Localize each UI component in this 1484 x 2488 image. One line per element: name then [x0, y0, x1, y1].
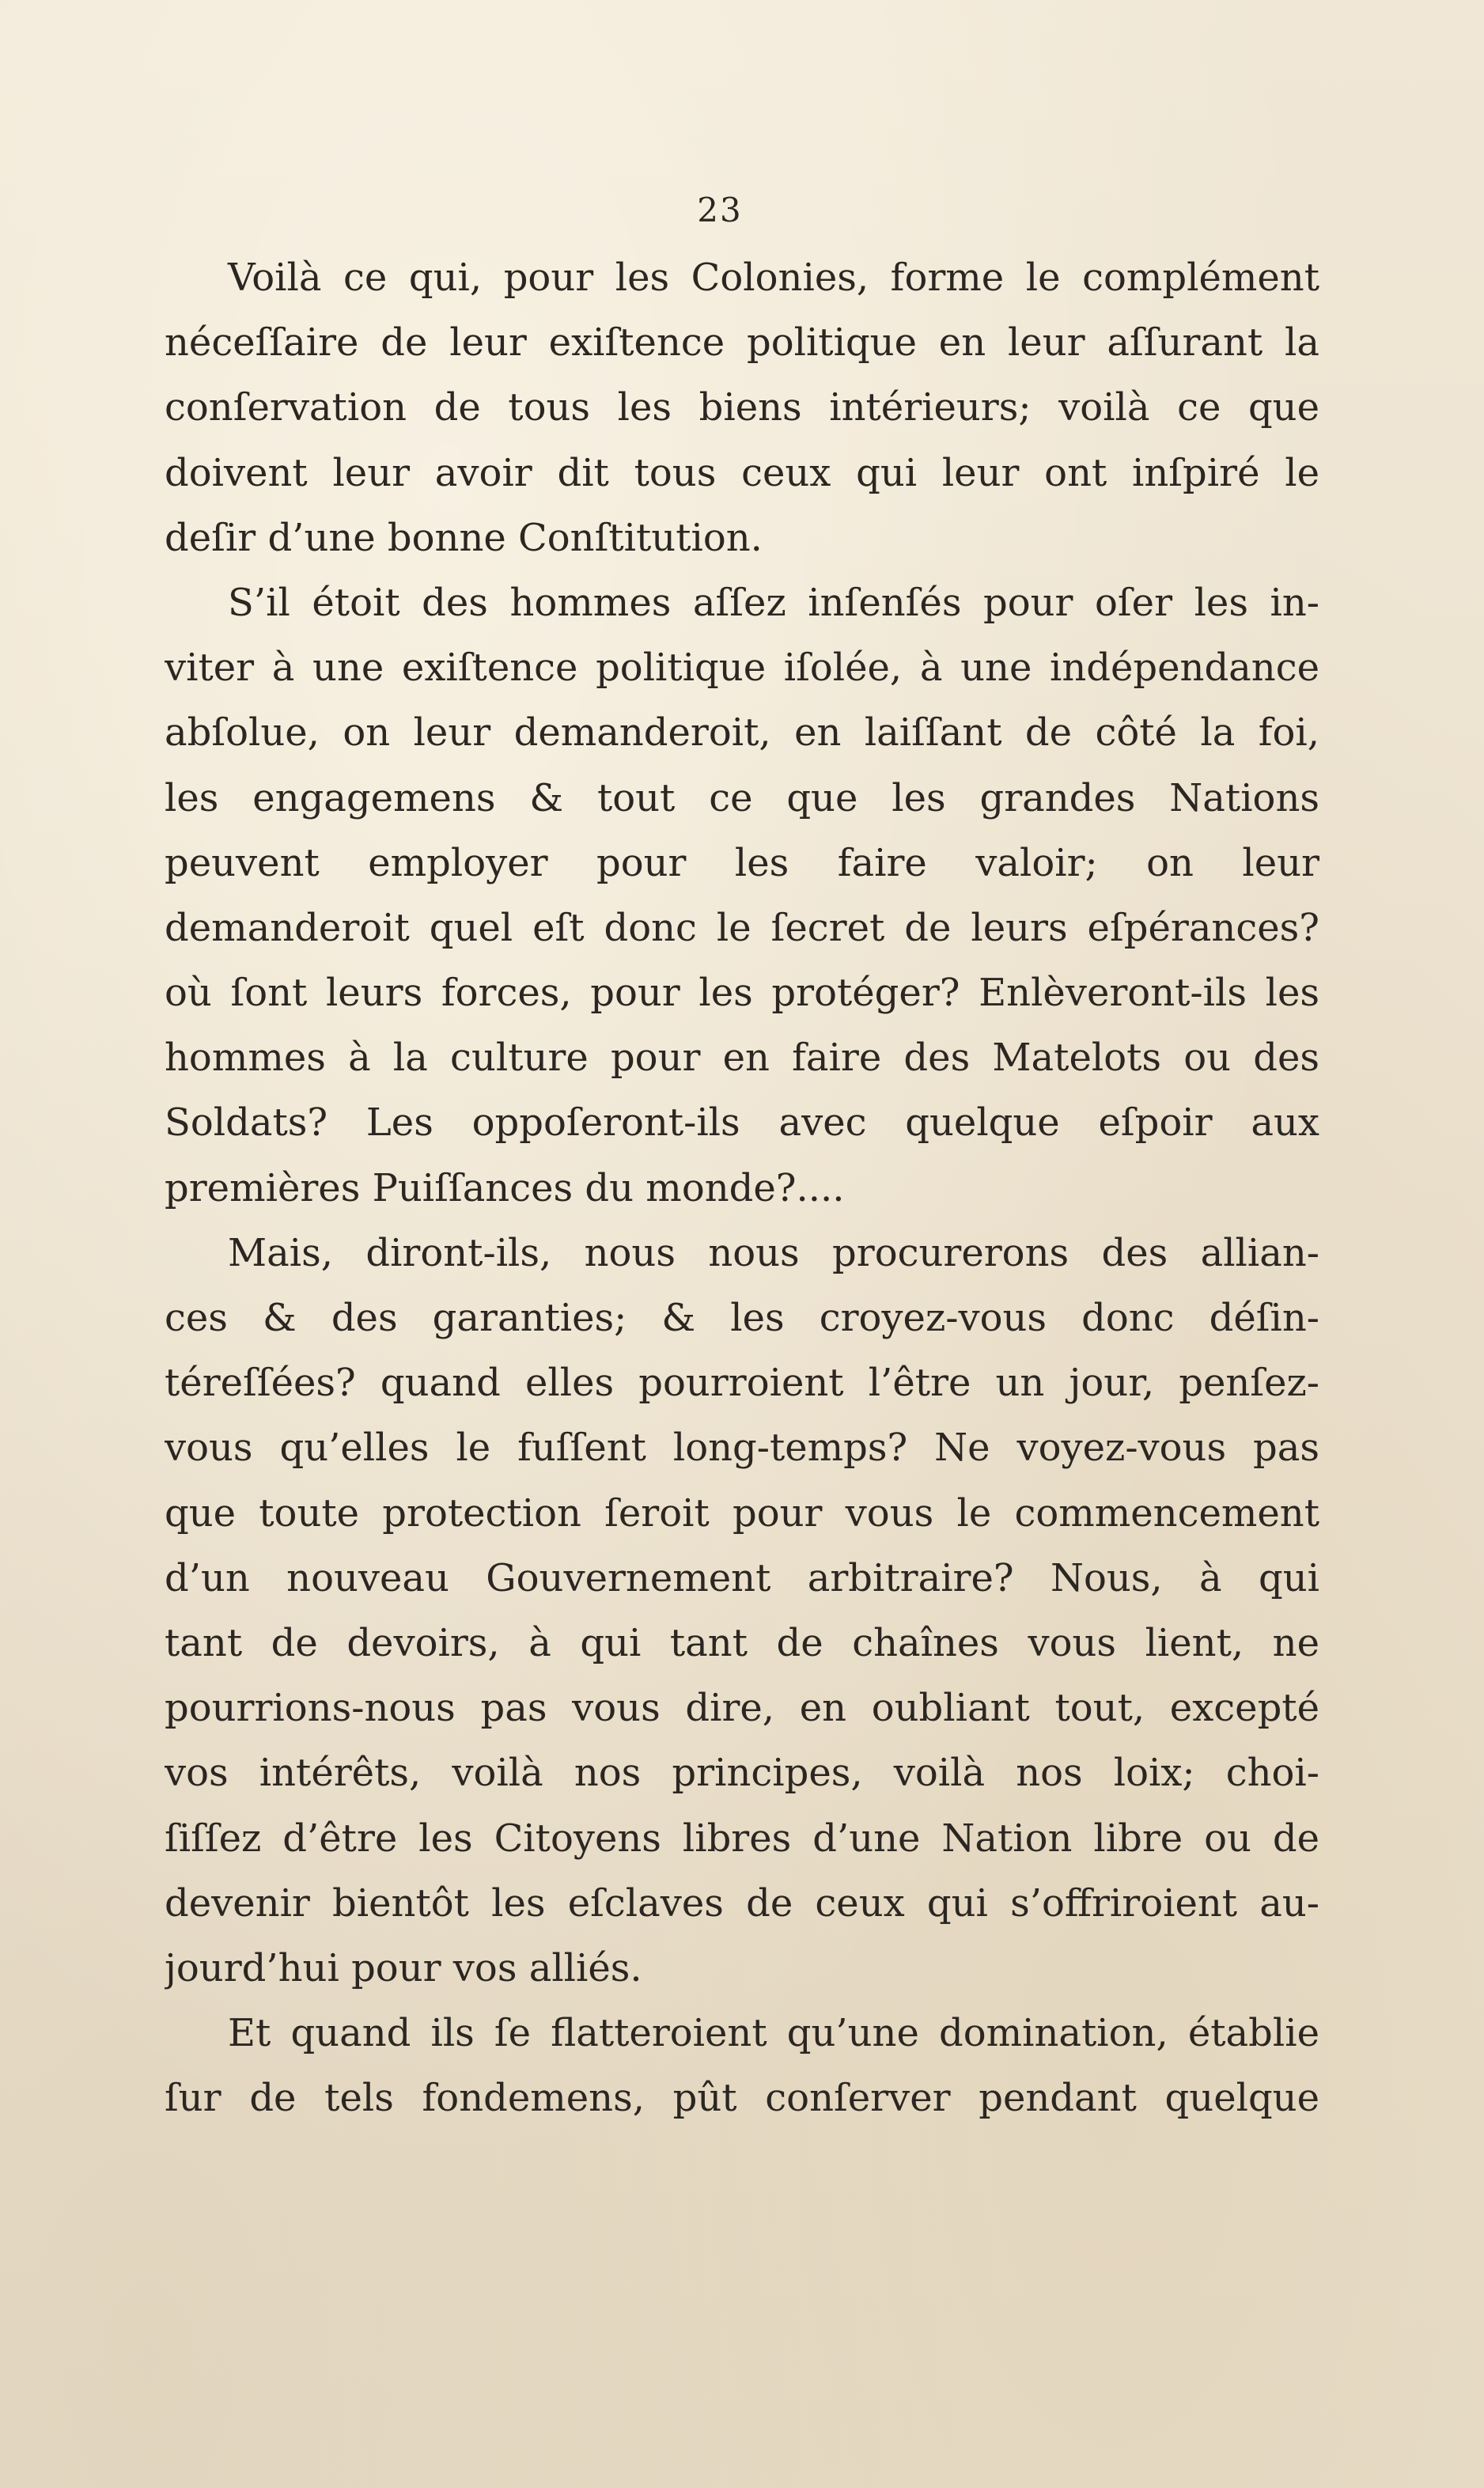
text-line: doivent leur avoir dit tous ceux qui leur ont inſpiré le: [165, 450, 1319, 495]
text-line: devenir bientôt les eſclaves de ceux qui s’offriroient au-: [165, 1880, 1319, 1926]
text-line: conſervation de tous les biens intérieurs; voilà ce que: [165, 385, 1319, 430]
text-line: viter à une exiſtence politique iſolée, à une indépendance: [165, 646, 1319, 691]
text-line: demanderoit quel eſt donc le ſecret de leurs eſpérances?: [165, 905, 1319, 950]
text-line: hommes à la culture pour en faire des Matelots ou des: [165, 1036, 1319, 1081]
text-line: premières Puiſſances du monde?....: [165, 1165, 845, 1210]
text-line: deſir d’une bonne Conſtitution.: [165, 515, 763, 560]
text-line: néceſſaire de leur exiſtence politique en leur aſſurant la: [165, 320, 1319, 365]
text-line: abſolue, on leur demanderoit, en laiſſant de côté la foi,: [165, 710, 1319, 755]
text-line: tant de devoirs, à qui tant de chaînes vous lient, ne: [165, 1620, 1319, 1665]
page-number: 23: [697, 191, 743, 229]
text-line: ces & des garanties; & les croyez-vous donc déſin-: [165, 1296, 1319, 1340]
body-text: [165, 245, 1319, 2130]
text-line: Et quand ils ſe flatteroient qu’une domination, établie: [228, 2011, 1319, 2056]
text-line: pourrions-nous pas vous dire, en oubliant tout, excepté: [165, 1686, 1319, 1731]
text-line: Soldats? Les oppoſeront-ils avec quelque eſpoir aux: [165, 1100, 1319, 1146]
text-line: que toute protection ſeroit pour vous le commencement: [165, 1490, 1319, 1536]
text-line: peuvent employer pour les faire valoir; on leur: [165, 840, 1319, 885]
text-line: les engagemens & tout ce que les grandes Nations: [165, 775, 1319, 820]
text-line: vous qu’elles le fuſſent long-temps? Ne voyez-vous pas: [165, 1426, 1319, 1471]
text-line: jourd’hui pour vos alliés.: [165, 1945, 642, 1990]
text-line: S’il étoit des hommes aſſez inſenſés pour oſer les in-: [228, 580, 1319, 625]
text-line: d’un nouveau Gouvernement arbitraire? Nous, à qui: [165, 1555, 1319, 1600]
text-line: vos intérêts, voilà nos principes, voilà nos loix; choi-: [165, 1751, 1319, 1796]
text-line: téreſſées? quand elles pourroient l’être un jour, penſez-: [165, 1361, 1319, 1406]
text-line: ſiſſez d’être les Citoyens libres d’une Nation libre ou de: [165, 1816, 1319, 1861]
text-line: ſur de tels fondemens, pût conſerver pendant quelque: [165, 2076, 1319, 2121]
text-line: Voilà ce qui, pour les Colonies, forme le complément: [228, 256, 1319, 300]
text-line: Mais, diront-ils, nous nous procurerons des allian-: [228, 1230, 1319, 1275]
text-line: où ſont leurs forces, pour les protéger? Enlèveront-ils les: [165, 971, 1319, 1016]
